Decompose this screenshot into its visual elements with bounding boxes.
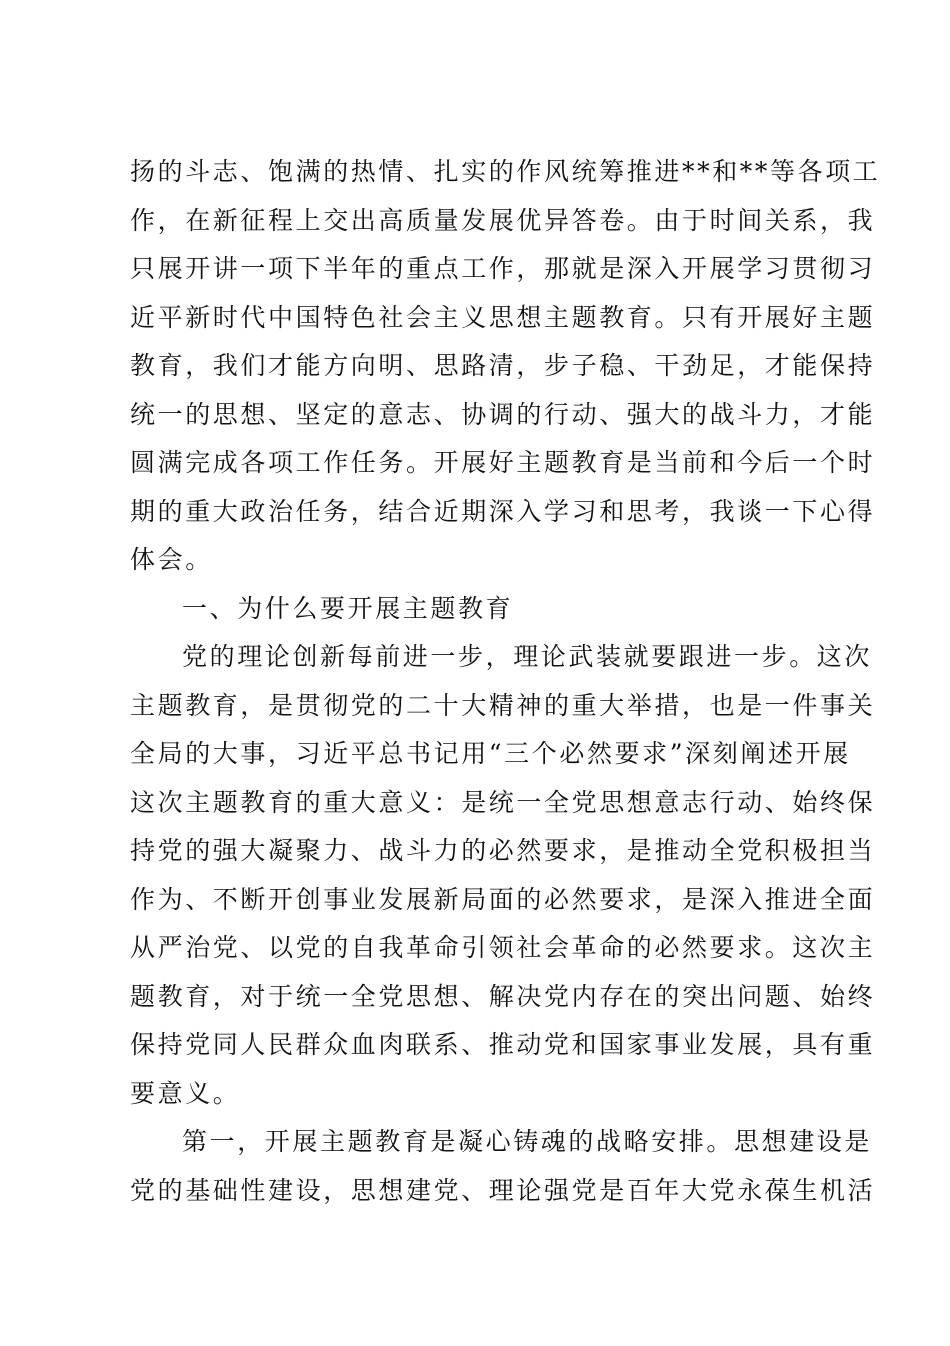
text-line: 这次主题教育的重大意义：是统一全党思想意志行动、始终保 (130, 787, 876, 817)
text-line: 只展开讲一项下半年的重点工作，那就是深入开展学习贯彻习 (130, 254, 876, 283)
text-line: 教育，我们才能方向明、思路清，步子稳、干劲足，才能保持 (130, 351, 876, 380)
paragraph-first-line: 党的理论创新每前进一步，理论武装就要跟进一步。这次 (182, 642, 873, 671)
text-line: 全局的大事，习近平总书记用“三个必然要求”深刻阐述开展 (130, 739, 851, 768)
text-line: 扬的斗志、饱满的热情、扎实的作风统筹推进**和**等各项工 (130, 157, 881, 186)
text-line: 从严治党、以党的自我革命引领社会革命的必然要求。这次主 (130, 933, 876, 962)
section-heading: 一、为什么要开展主题教育 (182, 593, 514, 623)
text-line: 持党的强大凝聚力、战斗力的必然要求，是推动全党积极担当 (130, 836, 876, 865)
text-line: 期的重大政治任务，结合近期深入学习和思考，我谈一下心得 (130, 496, 876, 526)
text-line: 近平新时代中国特色社会主义思想主题教育。只有开展好主题 (130, 302, 876, 332)
text-line: 题教育，对于统一全党思想、解决党内存在的突出问题、始终 (130, 981, 876, 1011)
text-line: 党的基础性建设，思想建党、理论强党是百年大党永葆生机活 (130, 1175, 876, 1205)
paragraph-first-line: 第一，开展主题教育是凝心铸魂的战略安排。思想建设是 (182, 1127, 873, 1156)
text-line: 作为、不断开创事业发展新局面的必然要求，是深入推进全面 (130, 884, 876, 914)
document-body (130, 148, 881, 1215)
text-line: 保持党同人民群众血肉联系、推动党和国家事业发展，具有重 (130, 1030, 876, 1059)
text-line: 要意义。 (130, 1078, 241, 1108)
text-line: 主题教育，是贯彻党的二十大精神的重大举措，也是一件事关 (130, 690, 876, 720)
text-line: 体会。 (130, 545, 213, 574)
text-line: 圆满完成各项工作任务。开展好主题教育是当前和今后一个时 (130, 448, 876, 477)
text-line: 作，在新征程上交出高质量发展优异答卷。由于时间关系，我 (130, 205, 876, 235)
text-line: 统一的思想、坚定的意志、协调的行动、强大的战斗力，才能 (130, 399, 876, 429)
